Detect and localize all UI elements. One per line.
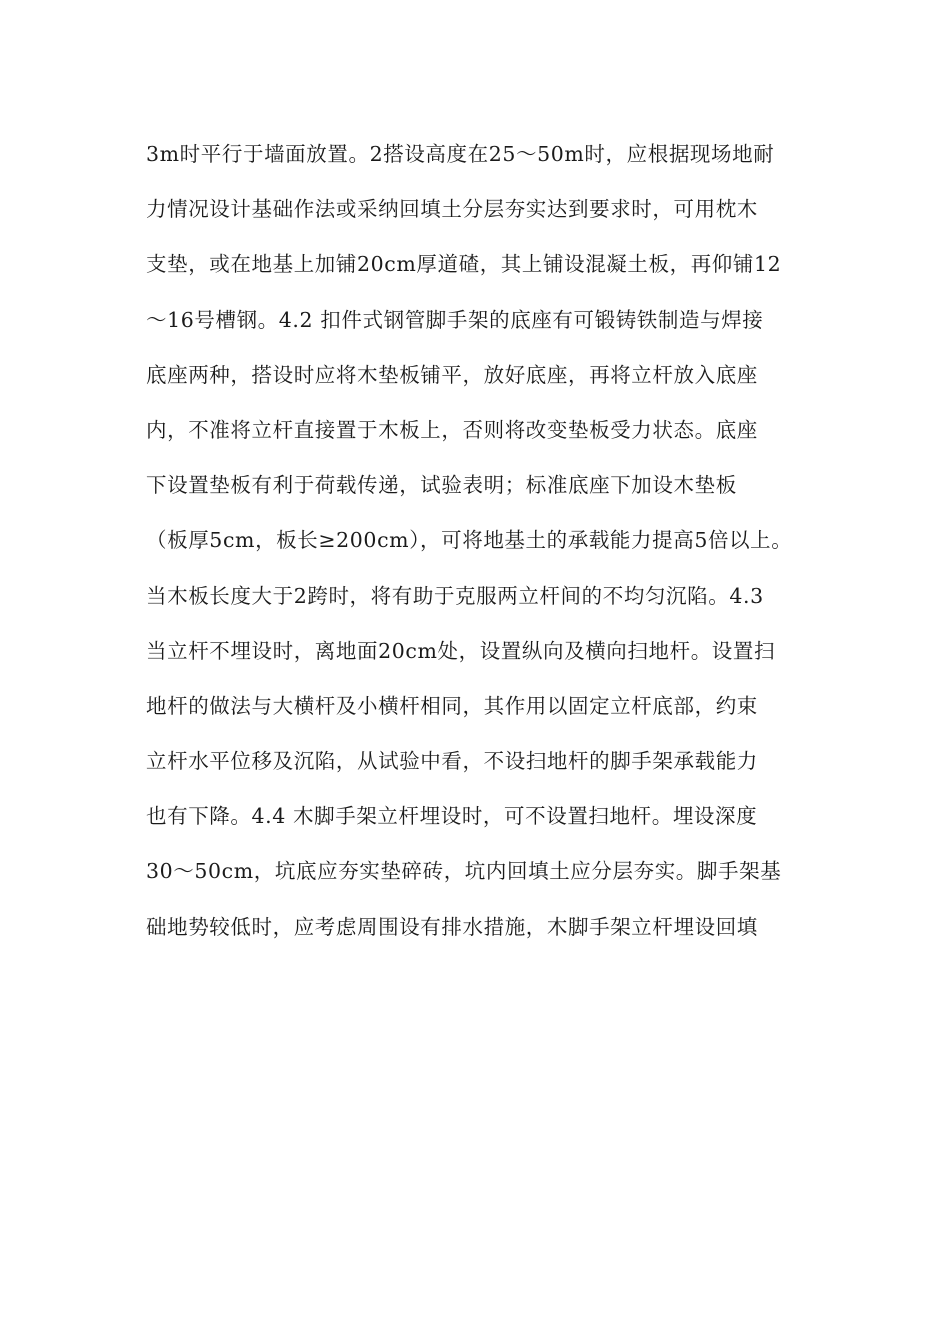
text-line: 下设置垫板有利于荷载传递，试验表明；标准底座下加设木垫板 — [146, 473, 737, 498]
text-line: 3m时平行于墙面放置。2搭设高度在25～50m时，应根据现场地耐 — [146, 142, 775, 166]
text-line: 立杆水平位移及沉陷，从试验中看，不设扫地杆的脚手架承载能力 — [146, 749, 758, 774]
text-line: 也有下降。4.4 木脚手架立杆埋设时，可不设置扫地杆。埋设深度 — [146, 804, 758, 829]
text-line: 地杆的做法与大横杆及小横杆相同，其作用以固定立杆底部，约束 — [146, 693, 758, 718]
text-line: 力情况设计基础作法或采纳回填土分层夯实达到要求时，可用枕木 — [146, 197, 758, 222]
text-line: （板厚5cm，板长≥200cm），可将地基土的承载能力提高5倍以上。 — [146, 528, 793, 553]
text-line: 当木板长度大于2跨时，将有助于克服两立杆间的不均匀沉陷。4.3 — [146, 583, 764, 608]
text-line: 础地势较低时，应考虑周围设有排水措施，木脚手架立杆埋设回填 — [146, 914, 758, 939]
body-text — [146, 132, 836, 960]
text-line: ～16号槽钢。4.2 扣件式钢管脚手架的底座有可锻铸铁制造与焊接 — [146, 307, 764, 332]
text-line: 30～50cm，坑底应夯实垫碎砖，坑内回填土应分层夯实。脚手架基 — [146, 859, 782, 884]
text-line: 支垫，或在地基上加铺20cm厚道碴，其上铺设混凝土板，再仰铺12 — [146, 252, 782, 277]
text-line: 当立杆不埋设时，离地面20cm处，设置纵向及横向扫地杆。设置扫 — [146, 638, 776, 663]
text-line: 底座两种，搭设时应将木垫板铺平，放好底座，再将立杆放入底座 — [146, 362, 758, 387]
text-line: 内，不准将立杆直接置于木板上，否则将改变垫板受力状态。底座 — [146, 417, 758, 442]
